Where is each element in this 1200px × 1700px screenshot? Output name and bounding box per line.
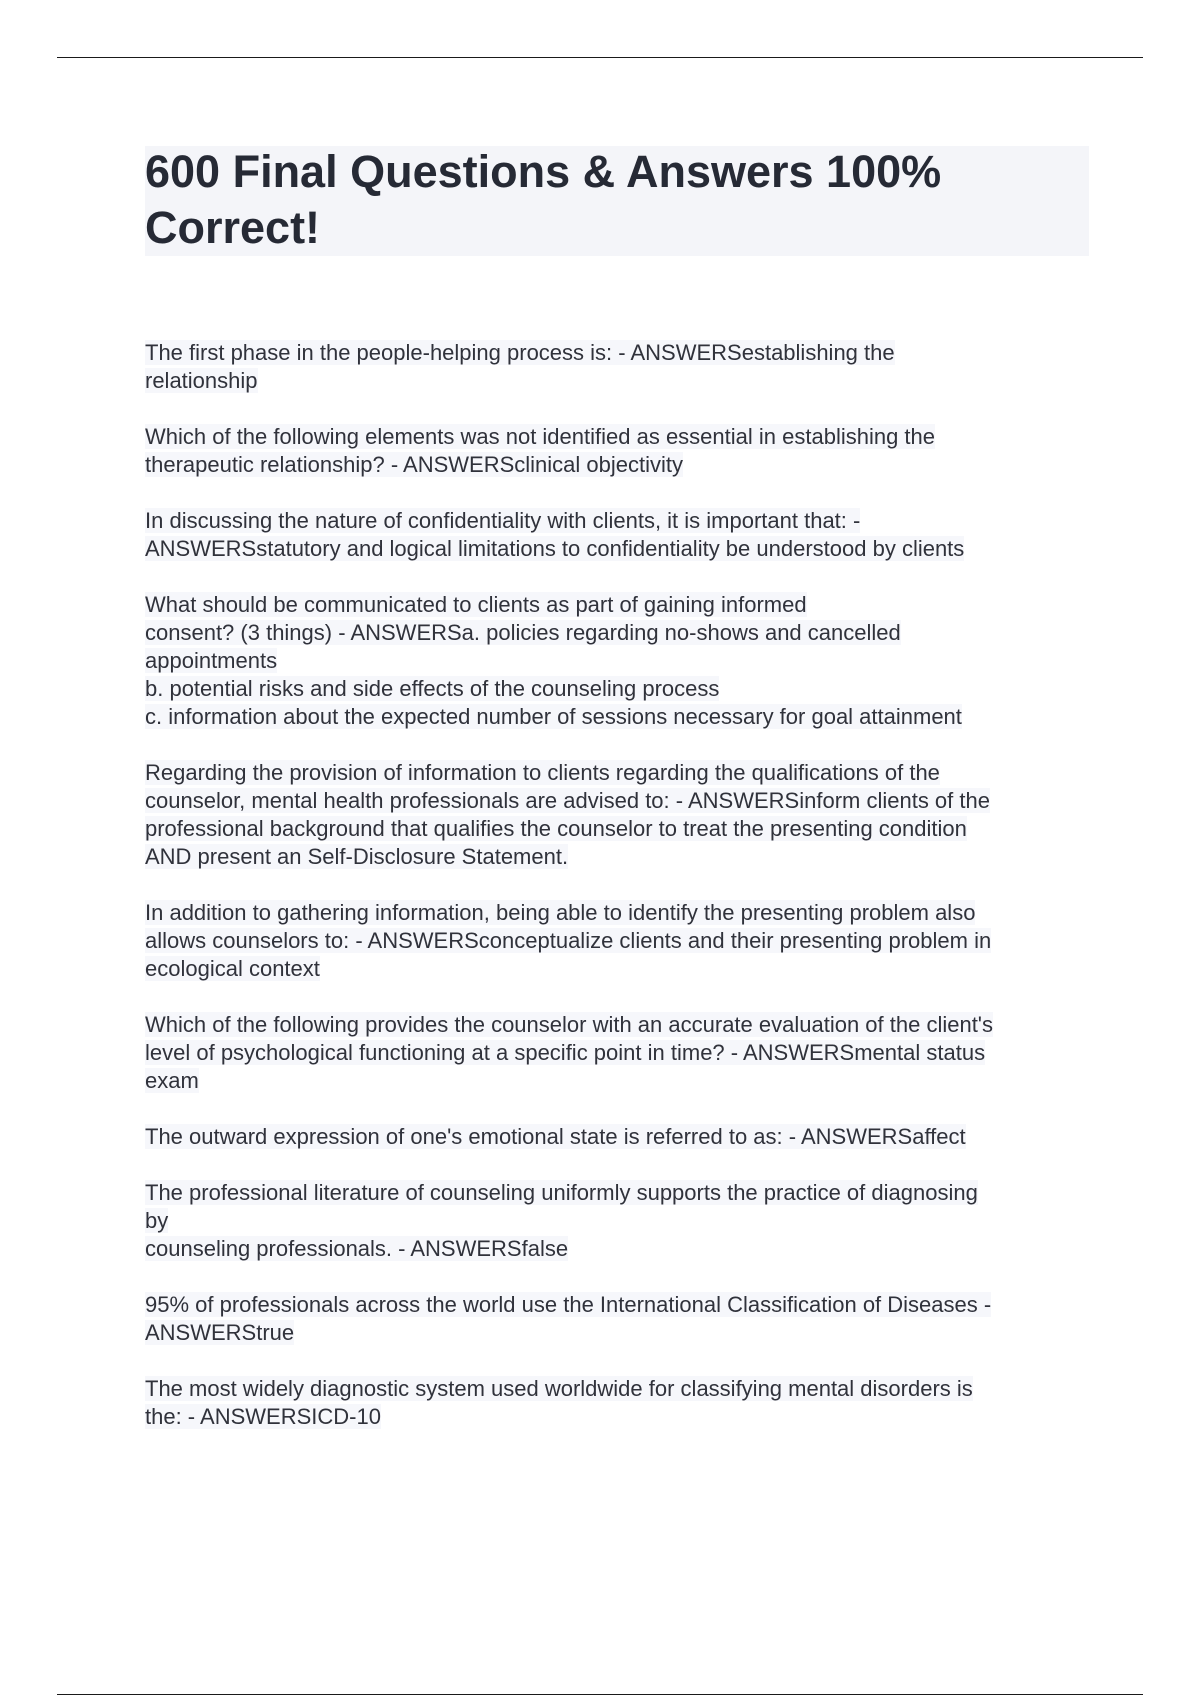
qa-item-4: [145, 591, 1089, 731]
qa-item-2: [145, 423, 1089, 479]
qa-text-3: In discussing the nature of confidentiality with clients, it is important that: - ANSWERSstatutory and logical limitations to confidentiality be understood by clients: [145, 508, 965, 561]
qa-text-2: Which of the following elements was not identified as essential in establishing the therapeutic relationship? - ANSWERSclinical objectivity: [145, 424, 936, 477]
qa-item-7: [145, 1011, 1089, 1095]
qa-text-5: Regarding the provision of information to clients regarding the qualifications of the counselor, mental health professionals are advised to: - ANSWERSinform clients of the professional background that qualifies the counselor to treat the presenting condition AND present an Self-Disclosure Statement.: [145, 760, 990, 869]
qa-text-1: The first phase in the people-helping process is: - ANSWERSestablishing the relationship: [145, 340, 895, 393]
qa-text-4: What should be communicated to clients as part of gaining informed consent? (3 things) - ANSWERSa. policies regarding no-shows and cancelled appointments b. potential risks and side effects of the counseling process c. information about the expected number of sessions necessary for goal attainment: [145, 592, 962, 729]
qa-list: [145, 339, 1089, 1459]
top-divider: [57, 57, 1143, 58]
qa-item-8: [145, 1123, 1089, 1151]
qa-item-6: [145, 899, 1089, 983]
qa-item-1: [145, 339, 1089, 395]
qa-text-9: The professional literature of counseling uniformly supports the practice of diagnosing by counseling professionals. - ANSWERSfalse: [145, 1180, 978, 1261]
qa-text-8: The outward expression of one's emotional state is referred to as: - ANSWERSaffect: [145, 1124, 966, 1149]
qa-text-10: 95% of professionals across the world use the International Classification of Diseases - ANSWERStrue: [145, 1292, 992, 1345]
document-title-text: 600 Final Questions & Answers 100% Correct!: [145, 146, 942, 253]
qa-text-11: The most widely diagnostic system used worldwide for classifying mental disorders is the: - ANSWERSICD-10: [145, 1376, 973, 1429]
qa-item-3: [145, 507, 1089, 563]
qa-item-11: [145, 1375, 1089, 1431]
qa-item-10: [145, 1291, 1089, 1347]
document-title: [145, 144, 1089, 256]
qa-item-9: [145, 1179, 1089, 1263]
qa-text-6: In addition to gathering information, being able to identify the presenting problem also allows counselors to: - ANSWERSconceptualize clients and their presenting problem in ecological context: [145, 900, 992, 981]
qa-text-7: Which of the following provides the counselor with an accurate evaluation of the client's level of psychological functioning at a specific point in time? - ANSWERSmental status exam: [145, 1012, 994, 1093]
qa-item-5: [145, 759, 1089, 871]
bottom-divider: [57, 1694, 1143, 1695]
